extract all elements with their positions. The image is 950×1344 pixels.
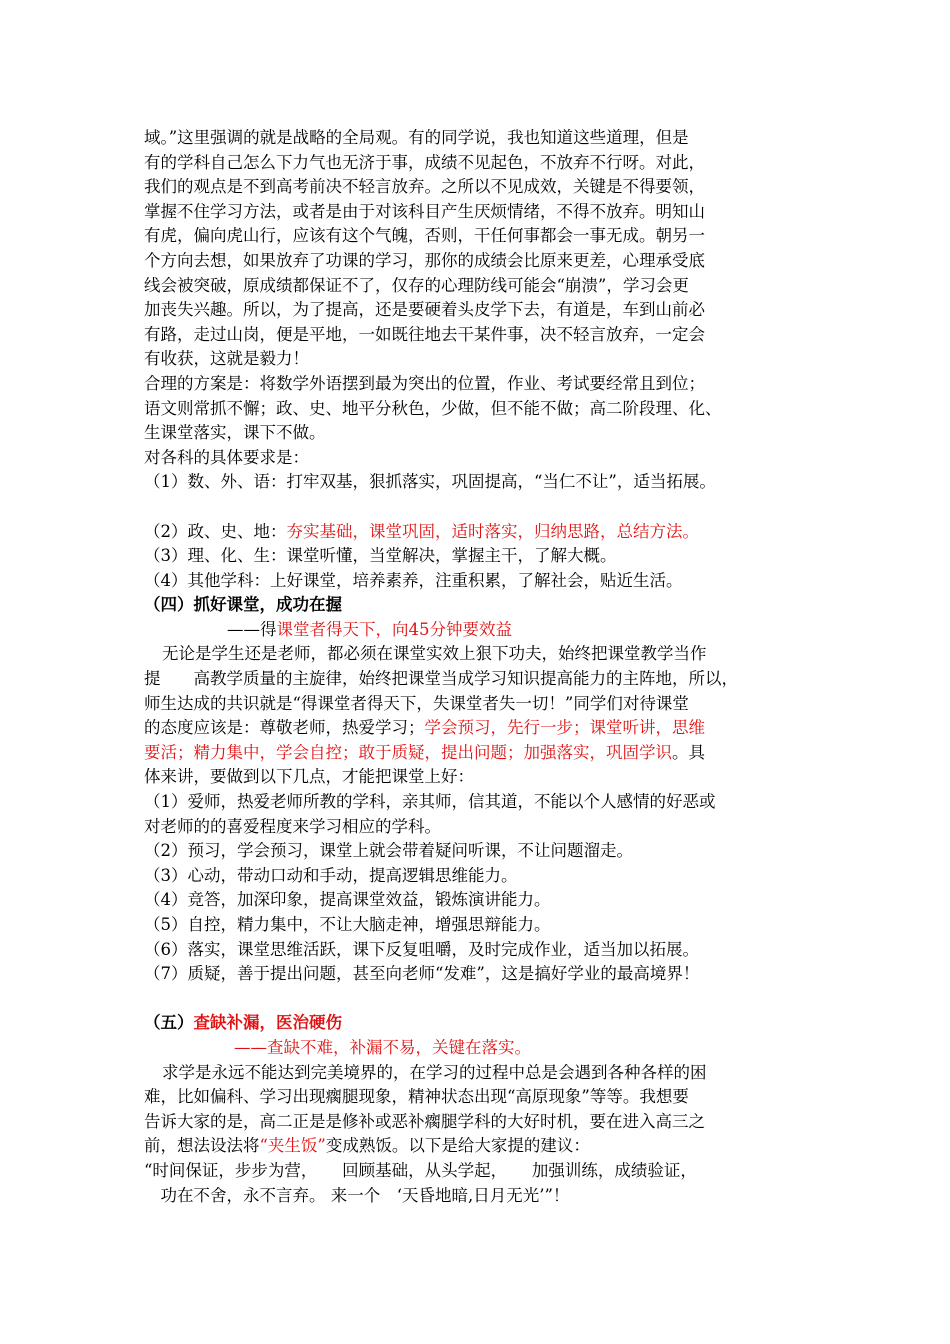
requirement-item-4: （4）其他学科：上好课堂，培养素养，注重积累，了解社会，贴近生活。 [144, 570, 683, 590]
text-line: 掌握不住学习方法，或者是由于对该科目产生厌烦情绪，不得不放弃。明知山 [144, 201, 705, 221]
text-highlight: “夹生饭” [259, 1136, 326, 1156]
heading-highlight: 查缺补漏，医治硬伤 [193, 1013, 342, 1033]
text-line: 有路，走过山岗，便是平地，一如既往地去干某件事，决不轻言放弃，一定会 [144, 324, 705, 344]
paragraph-plan [144, 372, 824, 470]
section-5-subtitle: ——查缺不难，补漏不易，关键在落实。 [234, 1037, 531, 1057]
text-line: 加丧失兴趣。所以，为了提高，还是要硬着头皮学下去，有道是，车到山前必 [144, 300, 705, 320]
text-line [144, 716, 824, 741]
section-5-heading [144, 1011, 824, 1036]
text-line: 师生达成的共识就是“得课堂者得天下，失课堂者失一切！”同学们对待课堂 [144, 693, 689, 713]
subtitle-dash: ——得 [227, 619, 277, 639]
text-line: 语文则常抓不懈；政、史、地平分秋色，少做，但不能不做；高二阶段理、化、 [144, 398, 722, 418]
heading-number: （五） [144, 1013, 194, 1033]
text-line: 无论是学生还是老师，都必须在课堂实效上狠下功夫，始终把课堂教学当作 [162, 644, 707, 664]
text-highlight: 学会预习，先行一步；课堂听讲，思维 [424, 718, 705, 738]
spacer [144, 495, 824, 520]
list-item: 对老师的的喜爱程度来学习相应的学科。 [144, 816, 441, 836]
text-line: 线会被突破，原成绩都保证不了，仅存的心理防线可能会“崩溃”，学习会更 [144, 275, 689, 295]
requirement-label: （2）政、史、地： [144, 521, 287, 541]
text-line: 体来讲，要做到以下几点，才能把课堂上好： [144, 767, 474, 787]
list-item: （3）心动，带动口动和手动，提高逻辑思维能力。 [144, 865, 518, 885]
list-item: （5）自控，精力集中，不让大脑走神，增强思辩能力。 [144, 915, 551, 934]
text-highlight: 要活；精力集中，学会自控；敢于质疑，提出问题；加强落实，巩固学识 [144, 742, 672, 762]
spacer [144, 987, 824, 1012]
text-line: 有的学科自己怎么下力气也无济于事，成绩不见起色，不放弃不行呀。对此， [144, 152, 705, 172]
subtitle-highlight: 课堂者得天下，向45分钟要效益 [276, 619, 512, 639]
text-line: 告诉大家的是，高二正是是修补或恶补瘸腿学科的大好时机，要在进入高三之 [144, 1111, 705, 1131]
text-line: 对各科的具体要求是： [144, 447, 309, 467]
subject-requirements [144, 470, 824, 593]
section-4-subtitle [144, 618, 824, 643]
text-line [144, 1134, 824, 1159]
section-5 [144, 1011, 824, 1208]
list-item: （7）质疑，善于提出问题，甚至向老师“发难”，这是搞好学业的最高境界！ [144, 964, 700, 984]
text-span: 的态度应该是：尊敬老师，热爱学习； [144, 718, 425, 738]
text-span: 前，想法设法将 [144, 1136, 260, 1156]
list-item: （1）爱师，热爱老师所教的学科，亲其师，信其道，不能以个人感情的好恶或 [144, 792, 716, 812]
document-page [144, 126, 824, 1208]
list-item: （4）竞答，加深印象，提高课堂效益，锻炼演讲能力。 [144, 890, 551, 910]
text-line: 合理的方案是：将数学外语摆到最为突出的位置，作业、考试要经常且到位； [144, 373, 705, 393]
text-line: 我们的观点是不到高考前决不轻言放弃。之所以不见成效，关键是不得要领， [144, 177, 705, 197]
text-line: 功在不舍，永不言弃。 来一个 ‘天昏地暗,日月无光’”！ [144, 1185, 570, 1205]
text-line: 难，比如偏科、学习出现瘸腿现象，精神状态出现“高原现象”等等。我想要 [144, 1087, 689, 1107]
text-span: 变成熟饭。以下是给大家提的建议： [325, 1136, 590, 1156]
text-line: 有虎，偏向虎山行，应该有这个气魄，否则，干任何事都会一事无成。朝另一 [144, 226, 705, 246]
paragraph-perseverance [144, 126, 824, 372]
section-4 [144, 593, 824, 987]
requirement-highlight: 夯实基础，课堂巩固，适时落实，归纳思路，总结方法。 [286, 521, 699, 541]
list-item: （6）落实，课堂思维活跃，课下反复咀嚼，及时完成作业，适当加以拓展。 [144, 939, 699, 959]
text-line [144, 741, 824, 766]
text-line: 提 高教学质量的主旋律，始终把课堂当成学习知识提高能力的主阵地，所以， [144, 669, 738, 689]
section-4-heading: （四）抓好课堂，成功在握 [144, 595, 342, 615]
list-item: （2）预习，学会预习，课堂上就会带着疑问听课，不让问题溜走。 [144, 841, 633, 861]
requirement-item-2 [144, 520, 824, 545]
text-line: 求学是永远不能达到完美境界的，在学习的过程中总是会遇到各种各样的困 [162, 1062, 707, 1082]
text-line: 生课堂落实，课下不做。 [144, 423, 326, 443]
text-line: 个方向去想，如果放弃了功课的学习，那你的成绩会比原来更差，心理承受底 [144, 250, 705, 270]
text-line: “时间保证，步步为营， 回顾基础，从头学起， 加强训练，成绩验证， [144, 1160, 697, 1180]
text-line: 有收获，这就是毅力！ [144, 349, 309, 369]
text-span: 。具 [672, 742, 705, 762]
requirement-item-1: （1）数、外、语：打牢双基，狠抓落实，巩固提高，“当仁不让”，适当拓展。 [144, 472, 716, 492]
requirement-item-3: （3）理、化、生：课堂听懂，当堂解决，掌握主干，了解大概。 [144, 546, 617, 566]
text-line: 域。”这里强调的就是战略的全局观。有的同学说，我也知道这些道理，但是 [144, 128, 689, 147]
